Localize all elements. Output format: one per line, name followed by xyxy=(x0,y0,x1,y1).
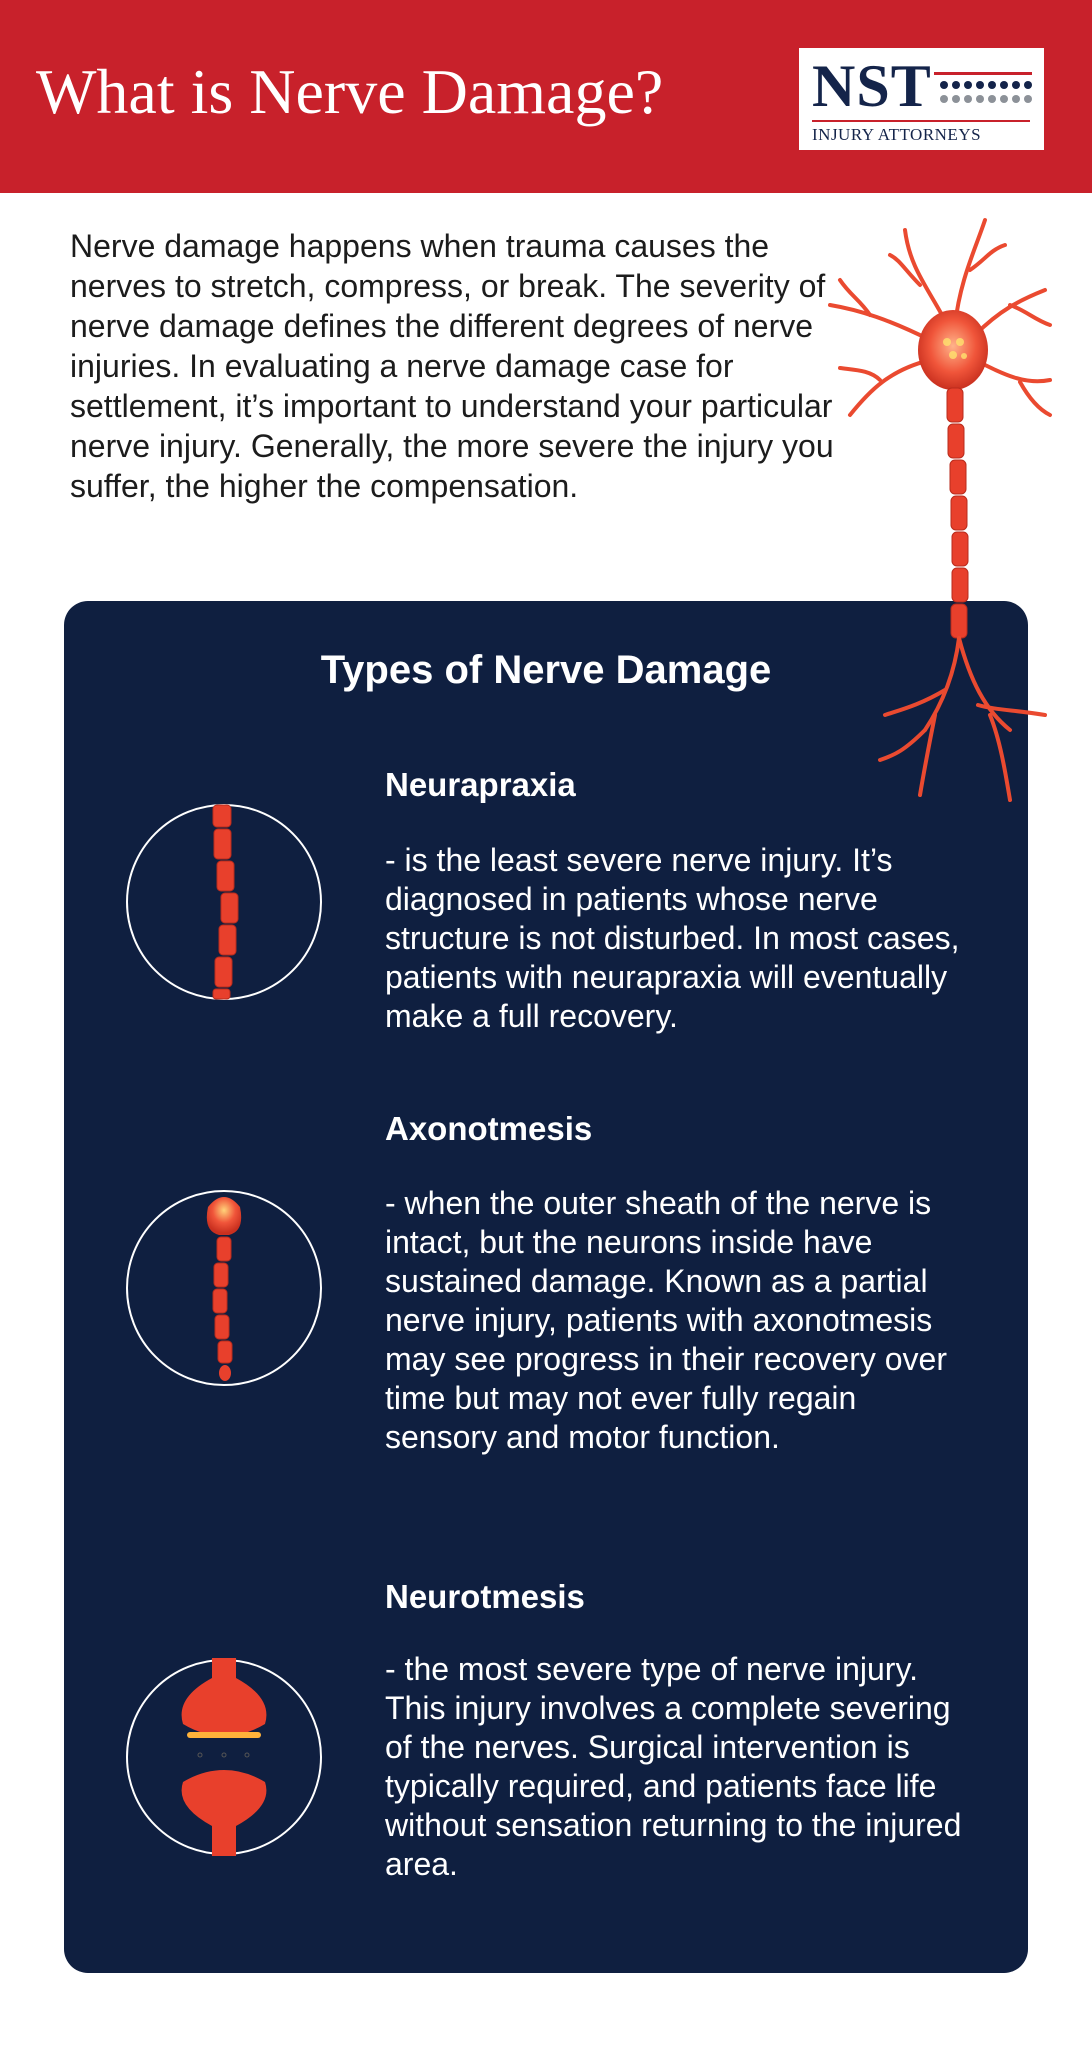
type-name-neurapraxia: Neurapraxia xyxy=(385,766,576,803)
intact-nerve-icon xyxy=(125,803,323,1001)
logo-letters: NST xyxy=(812,53,932,119)
type-desc-neurapraxia: - is the least severe nerve injury. It’s diagnosed in patients whose nerve structure is not disturbed. In most cases, patients with neurapraxia will eventually make a full recovery. xyxy=(385,842,960,1034)
damaged-nerve-icon xyxy=(125,1189,323,1387)
type-name-axonotmesis: Axonotmesis xyxy=(385,1110,593,1147)
page-title: What is Nerve Damage? xyxy=(36,56,664,127)
type-desc-neurotmesis: - the most severe type of nerve injury. This injury involves a complete severing of the nerves. Surgical intervention is typically required, and patients face life without sensation returning to the injured area. xyxy=(385,1651,962,1882)
logo-rule xyxy=(812,120,1030,122)
logo-dots-icon xyxy=(939,77,1034,109)
logo-subtitle: INJURY ATTORNEYS xyxy=(812,125,982,144)
nst-logo[interactable] xyxy=(799,48,1044,150)
severed-nerve-icon xyxy=(125,1658,323,1856)
intro-paragraph: Nerve damage happens when trauma causes the nerves to stretch, compress, or break. The severity of nerve damage defines the different degrees of nerve injuries. In evaluating a nerve damage case for settlement, it’s important to understand your particular nerve injury. Generally, the more severe the injury you suffer, the higher the compensation. xyxy=(70,228,834,504)
type-name-neurotmesis: Neurotmesis xyxy=(385,1578,585,1615)
header-banner xyxy=(0,0,1092,193)
neuron-illustration-icon xyxy=(810,210,1055,810)
logo-bar xyxy=(934,72,1032,75)
type-desc-axonotmesis: - when the outer sheath of the nerve is intact, but the neurons inside have sustained damage. Known as a partial nerve injury, patients with axonotmesis may see progress in their recovery over time but may not ever fully regain sensory and motor function. xyxy=(385,1185,947,1455)
panel-title: Types of Nerve Damage xyxy=(320,648,772,692)
